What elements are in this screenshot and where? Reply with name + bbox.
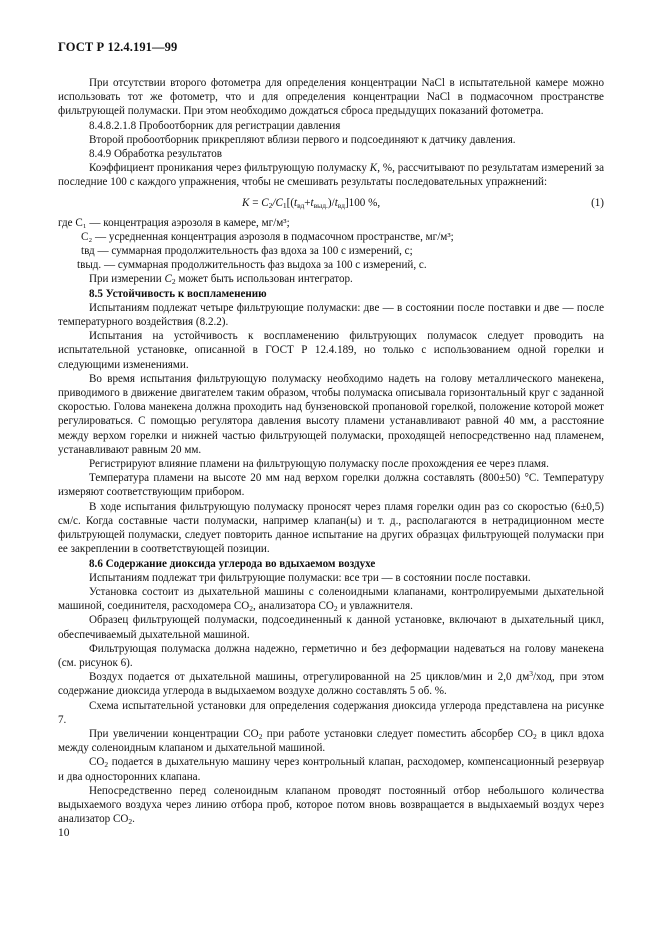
text-run: , анализатора CO: [253, 600, 334, 613]
text-run: CO: [89, 756, 105, 769]
symbol-k: K: [369, 162, 378, 175]
clause-heading: 8.4.9 Обработка результатов: [89, 148, 222, 161]
paragraph: Образец фильтрующей полумаски, подсоединенный к данной установке, включают в дыхательный цикл, обеспечиваемый дыхательной машиной.: [58, 614, 604, 641]
text-run: При увеличении концентрации CO: [89, 727, 259, 740]
paragraph: Во время испытания фильтрующую полумаску необходимо надеть на голову металлического манекена, приводимого в движение двигателем таким образом, чтобы полумаска описывала горизонтальный круг с заданной скоростью. Голова манекена должна проходить над бунзеновской пропановой горелкой, положение которой может регулироваться. С помощью регулятора давления высоту пламени устанавливают равной 40 мм, а расстояние между верхом горелки и нижней частью фильтрующей полумаски, проходящей непосредственно над пламенем, устанавливают равным 20 мм.: [58, 372, 604, 456]
text-run: при работе установки следует поместить абсорбер CO: [262, 727, 534, 740]
section-heading: 8.5 Устойчивость к воспламенению: [89, 287, 267, 300]
paragraph: Фильтрующая полумаска должна надежно, герметично и без деформации надеваться на голову манекена (см. рисунок 6).: [58, 642, 604, 669]
symbol-c: C: [164, 273, 172, 286]
subscript: 2: [249, 604, 254, 614]
subscript: 2: [533, 731, 537, 741]
paragraph: Схема испытательной установки для определения содержания диоксида углерода представлена на рисунке 7.: [58, 699, 604, 726]
paragraph: [58, 755, 604, 783]
paragraph: [58, 784, 604, 827]
text-run: в цикл вдоха между соленоидным клапаном и дыхательной машиной.: [58, 727, 605, 755]
paragraph: [58, 272, 604, 286]
text-run: .: [132, 813, 135, 826]
text-run: , %, рассчитывают по результатам измерений за последние 100 с каждого упражнения, чтобы не смешивать результаты последовательных упражнений:: [58, 162, 604, 189]
formula-row: [58, 194, 604, 216]
legend-item: C₂ — усредненная концентрация аэрозоля в подмасочном пространстве, мг/м³;: [81, 230, 454, 243]
text-run: Воздух подается от дыхательной машины, отрегулированной на 25 циклов/мин и 2,0 дм: [89, 671, 530, 684]
paragraph: При отсутствии второго фотометра для определения концентрации NaCl в испытательной камере можно использовать тот же фотометр, что и для определения концентрации NaCl в подмасочном пространстве фильтрующей полумаски. При этом необходимо дождаться сброса предыдущих показаний фотометра.: [58, 77, 604, 118]
paragraph: Регистрируют влияние пламени на фильтрующую полумаску после прохождения ее через пламя.: [89, 458, 549, 471]
superscript: 3: [529, 669, 533, 679]
formula-legend: [58, 216, 604, 273]
paragraph: [58, 670, 604, 698]
paragraph: [58, 727, 604, 755]
text-run: и увлажнителя.: [337, 600, 413, 613]
paragraph: [58, 161, 604, 189]
paragraph: В ходе испытания фильтрующую полумаску проносят через пламя горелки один раз со скоростью (6±0,5) см/с. Когда составные части полумаски, например клапан(ы) и т. д., располагаются в нетрадиционном месте фильтрующей полумаски, следует повторить данное испытание на других образцах фильтрующей полумаски при ее закреплении в соответствующей позиции.: [58, 500, 604, 556]
section-heading: 8.6 Содержание диоксида углерода во вдыхаемом воздухе: [89, 557, 376, 570]
paragraph: Испытания на устойчивость к воспламенению фильтрующих полумасок следует проводить на испытательной установке, описанной в ГОСТ Р 12.4.189, но только с использованием одной горелки и следующими изменениями.: [58, 330, 604, 371]
subscript: 2: [171, 277, 176, 287]
paragraph: [58, 585, 604, 613]
page-number: 10: [58, 827, 70, 839]
subscript: 2: [258, 731, 263, 741]
text-run: Установка состоит из дыхательной машины с соленоидными клапанами, контролируемыми дыхательной машиной, соединителя, расходомера CO: [58, 585, 604, 613]
subscript: 2: [104, 760, 109, 770]
text-run: может быть использован интегратор.: [175, 273, 353, 286]
formula: $K = C_2/C_1[(t_{вд}+t_{выд.})/t_{вд}]100$ %,: [242, 196, 381, 210]
paragraph: Испытаниям подлежат три фильтрующие полумаски: все три — в состоянии после поставки.: [89, 571, 531, 584]
legend-item: где C₁ — концентрация аэрозоля в камере, мг/м³;: [58, 216, 290, 229]
clause-heading: 8.4.8.2.1.8 Пробоотборник для регистрации давления: [89, 119, 341, 132]
text-run: При измерении: [89, 273, 165, 286]
text-run: Непосредственно перед соленоидным клапаном проводят постоянный отбор небольшого количества выдыхаемого воздуха через линию отбора проб, которое потом вновь возвращается в выдыхаемый воздух через анализатор CO: [58, 784, 604, 826]
document-body: [58, 76, 604, 826]
legend-item: tвыд. — суммарная продолжительность фаз выдоха за 100 с измерений, с.: [77, 259, 427, 272]
equation-number: (1): [591, 196, 604, 209]
legend-item: tвд — суммарная продолжительность фаз вдоха за 100 с измерений, с;: [81, 245, 413, 258]
text-run: /ход, при этом содержание диоксида углерода в выдыхаемом воздухе должно составлять 5 об. %.: [58, 671, 604, 698]
paragraph: Испытаниям подлежат четыре фильтрующие полумаски: две — в состоянии после поставки и две — после температурного воздействия (8.2.2).: [58, 301, 604, 329]
subscript: 2: [333, 604, 338, 614]
text-run: подается в дыхательную машину через контрольный клапан, расходомер, компенсационный резервуар и два односторонних клапана.: [58, 756, 604, 783]
paragraph: Второй пробоотборник прикрепляют вблизи первого и подсоединяют к датчику давления.: [89, 133, 516, 146]
subscript: 2: [128, 817, 133, 827]
paragraph: Температура пламени на высоте 20 мм над верхом горелки должна составлять (800±50) °С. Температуру измеряют соответствующим прибором.: [58, 472, 604, 499]
text-run: Коэффициент проникания через фильтрующую полумаску: [89, 162, 370, 175]
page-header: ГОСТ Р 12.4.191—99: [58, 40, 178, 54]
